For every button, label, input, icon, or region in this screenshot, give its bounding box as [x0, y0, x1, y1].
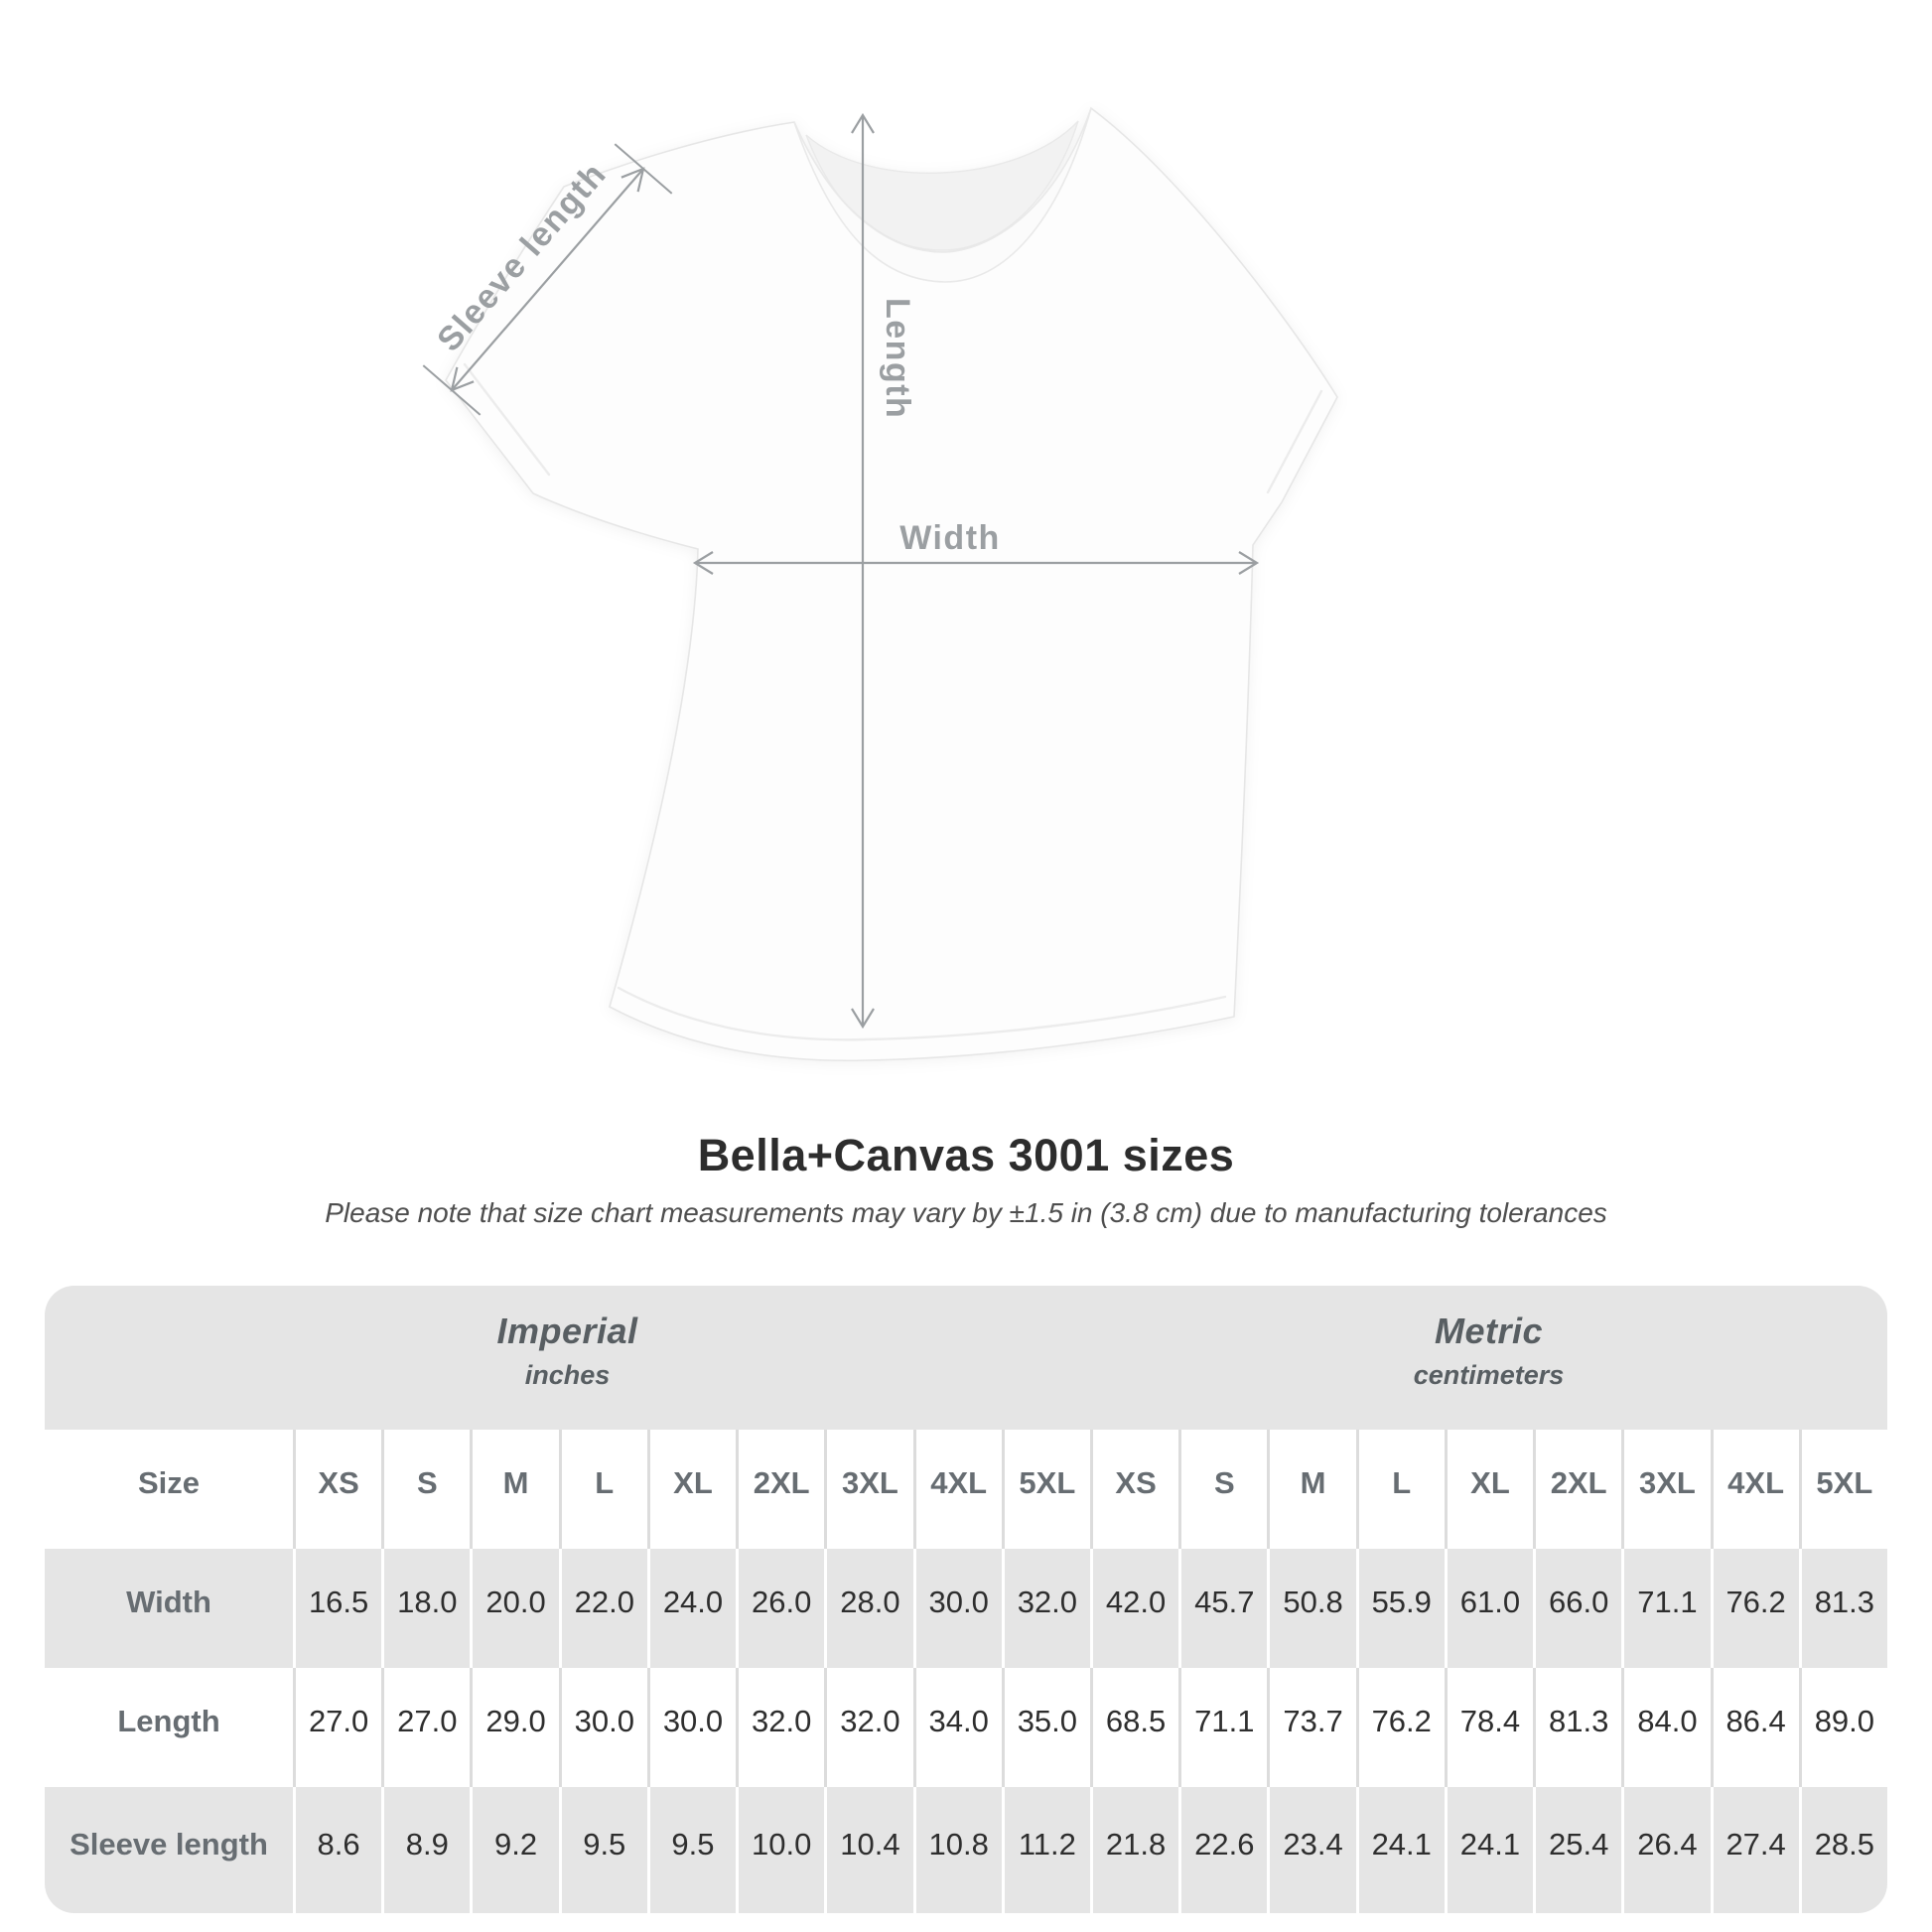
tshirt-illustration: [446, 108, 1337, 1060]
metric-group-unit: centimeters: [1413, 1360, 1565, 1390]
measurement-cell-metric: 76.2: [1711, 1549, 1799, 1668]
size-column-header-imperial: XS: [293, 1430, 381, 1549]
row-label-sleeve-length: Sleeve length: [69, 1826, 268, 1862]
size-column-header-imperial: XL: [647, 1430, 736, 1549]
measurement-cell-imperial: 18.0: [381, 1549, 470, 1668]
measurement-cell-metric: 73.7: [1267, 1668, 1355, 1787]
size-column-header-imperial: 5XL: [1002, 1430, 1090, 1549]
measurement-cell-imperial: 29.0: [470, 1668, 558, 1787]
row-label-length: Length: [117, 1704, 220, 1738]
measurement-cell-metric: 71.1: [1178, 1668, 1267, 1787]
measurement-cell-imperial: 9.2: [470, 1787, 558, 1913]
measurement-cell-imperial: 10.4: [824, 1787, 912, 1913]
imperial-group-label: Imperial: [496, 1311, 638, 1351]
measurement-cell-metric: 42.0: [1090, 1549, 1178, 1668]
imperial-group-header: [45, 1286, 1090, 1430]
measurement-cell-metric: 21.8: [1090, 1787, 1178, 1913]
measurement-cell-metric: 25.4: [1533, 1787, 1621, 1913]
size-column-header-imperial: M: [470, 1430, 558, 1549]
measurement-cell-metric: 24.1: [1356, 1787, 1445, 1913]
measurement-cell-imperial: 32.0: [1002, 1549, 1090, 1668]
measurement-cell-imperial: 30.0: [647, 1668, 736, 1787]
tolerance-note: Please note that size chart measurements may vary by ±1.5 in (3.8 cm) due to manufacturing tolerances: [325, 1197, 1607, 1228]
table-row-width: [45, 1549, 1887, 1668]
size-column-header-imperial: S: [381, 1430, 470, 1549]
measurement-cell-metric: 61.0: [1445, 1549, 1533, 1668]
measurement-cell-imperial: 16.5: [293, 1549, 381, 1668]
measurement-cell-metric: 81.3: [1799, 1549, 1887, 1668]
measurement-cell-metric: 22.6: [1178, 1787, 1267, 1913]
size-column-header-imperial: 2XL: [736, 1430, 824, 1549]
caption-block: [0, 1130, 1932, 1229]
size-column-header-metric: XS: [1090, 1430, 1178, 1549]
measurement-cell-metric: 76.2: [1356, 1668, 1445, 1787]
size-column-header-metric: 4XL: [1711, 1430, 1799, 1549]
metric-group-label: Metric: [1434, 1311, 1543, 1351]
measurement-cell-metric: 78.4: [1445, 1668, 1533, 1787]
measurement-cell-metric: 45.7: [1178, 1549, 1267, 1668]
size-corner-label: Size: [137, 1465, 201, 1500]
size-column-header-metric: 5XL: [1799, 1430, 1887, 1549]
measurement-cell-metric: 55.9: [1356, 1549, 1445, 1668]
measurement-cell-metric: 23.4: [1267, 1787, 1355, 1913]
measurement-cell-metric: 81.3: [1533, 1668, 1621, 1787]
measurement-cell-metric: 86.4: [1711, 1668, 1799, 1787]
measurement-cell-metric: 89.0: [1799, 1668, 1887, 1787]
measurement-cell-imperial: 22.0: [559, 1549, 647, 1668]
table-row-sleeve-length: [45, 1787, 1887, 1913]
measurement-cell-imperial: 10.0: [736, 1787, 824, 1913]
measurement-cell-imperial: 9.5: [559, 1787, 647, 1913]
size-column-header-metric: L: [1356, 1430, 1445, 1549]
measurement-cell-metric: 84.0: [1621, 1668, 1710, 1787]
measurement-cell-metric: 68.5: [1090, 1668, 1178, 1787]
sleeve-length-label: Sleeve length: [430, 155, 615, 359]
size-header-row: [45, 1430, 1887, 1549]
measurement-cell-metric: 66.0: [1533, 1549, 1621, 1668]
size-column-header-metric: S: [1178, 1430, 1267, 1549]
size-column-header-imperial: L: [559, 1430, 647, 1549]
length-label: Length: [879, 298, 916, 420]
measurement-cell-imperial: 24.0: [647, 1549, 736, 1668]
measurement-cell-imperial: 30.0: [559, 1668, 647, 1787]
measurement-cell-imperial: 34.0: [913, 1668, 1002, 1787]
measurement-cell-imperial: 28.0: [824, 1549, 912, 1668]
size-column-header-metric: 2XL: [1533, 1430, 1621, 1549]
table-row-length: [45, 1668, 1887, 1787]
size-column-header-metric: 3XL: [1621, 1430, 1710, 1549]
width-label: Width: [899, 519, 1001, 557]
metric-group-header: [1090, 1286, 1887, 1430]
measurement-cell-imperial: 27.0: [293, 1668, 381, 1787]
size-table: [45, 1286, 1887, 1913]
size-column-header-imperial: 4XL: [913, 1430, 1002, 1549]
measurement-cell-metric: 50.8: [1267, 1549, 1355, 1668]
imperial-group-unit: inches: [524, 1360, 611, 1390]
measurement-cell-imperial: 27.0: [381, 1668, 470, 1787]
measurement-cell-metric: 71.1: [1621, 1549, 1710, 1668]
measurement-cell-imperial: 11.2: [1002, 1787, 1090, 1913]
measurement-cell-imperial: 9.5: [647, 1787, 736, 1913]
measurement-cell-imperial: 10.8: [913, 1787, 1002, 1913]
size-column-header-metric: XL: [1445, 1430, 1533, 1549]
measurement-cell-imperial: 32.0: [736, 1668, 824, 1787]
measurement-cell-imperial: 20.0: [470, 1549, 558, 1668]
size-column-header-metric: M: [1267, 1430, 1355, 1549]
page-title: Bella+Canvas 3001 sizes: [697, 1130, 1235, 1180]
measurement-cell-imperial: 26.0: [736, 1549, 824, 1668]
measurement-cell-imperial: 8.9: [381, 1787, 470, 1913]
measurement-cell-imperial: 32.0: [824, 1668, 912, 1787]
unit-group-header-row: [45, 1286, 1887, 1430]
measurement-cell-metric: 27.4: [1711, 1787, 1799, 1913]
size-table-grid: [45, 1286, 1887, 1913]
measurement-cell-metric: 28.5: [1799, 1787, 1887, 1913]
measurement-cell-imperial: 8.6: [293, 1787, 381, 1913]
row-label-width: Width: [126, 1585, 211, 1619]
measurement-cell-metric: 24.1: [1445, 1787, 1533, 1913]
size-column-header-imperial: 3XL: [824, 1430, 912, 1549]
measurement-cell-imperial: 35.0: [1002, 1668, 1090, 1787]
measurement-cell-imperial: 30.0: [913, 1549, 1002, 1668]
measurement-cell-metric: 26.4: [1621, 1787, 1710, 1913]
